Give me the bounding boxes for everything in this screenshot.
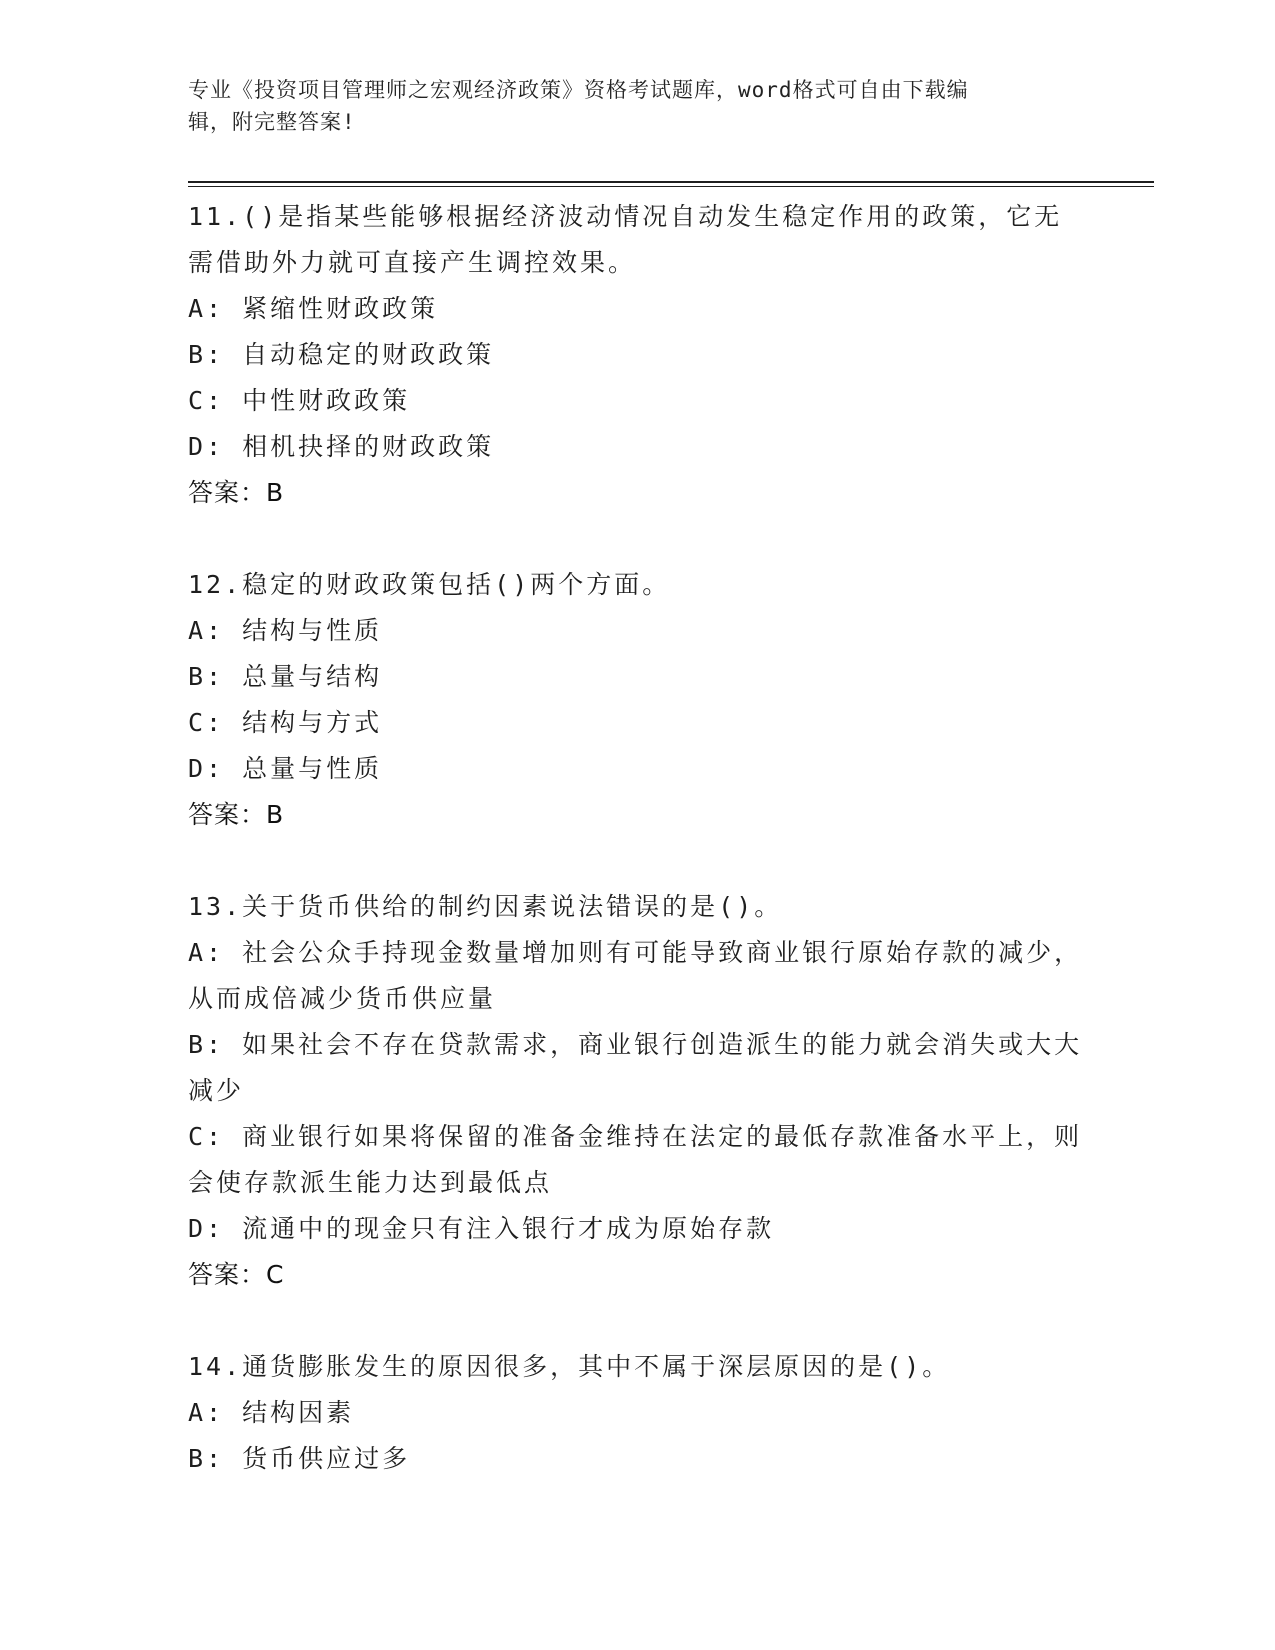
option-text: 总量与性质: [242, 754, 383, 783]
option-b: [188, 1022, 1088, 1114]
option-label: A:: [188, 1398, 225, 1427]
header-line-2: 辑，附完整答案!: [188, 110, 356, 134]
option-text: 紧缩性财政政策: [242, 294, 439, 323]
option-a: [188, 930, 1088, 1022]
answer: 答案：B: [188, 800, 285, 829]
option-label: D:: [188, 1214, 225, 1243]
option-a: [188, 1390, 1088, 1436]
question-stem: 13.关于货币供给的制约因素说法错误的是()。: [188, 892, 783, 921]
question-list: [188, 194, 1088, 1528]
question-11: [188, 194, 1088, 516]
option-text: 商业银行如果将保留的准备金维持在法定的最低存款准备水平上，则会使存款派生能力达到最低点: [188, 1122, 1083, 1197]
option-b: [188, 332, 1088, 378]
option-d: [188, 1206, 1088, 1252]
option-a: [188, 608, 1088, 654]
header-line-1: 专业《投资项目管理师之宏观经济政策》资格考试题库，word格式可自由下载编: [188, 78, 969, 102]
option-text: 中性财政政策: [242, 386, 411, 415]
option-text: 总量与结构: [242, 662, 383, 691]
option-label: C:: [188, 386, 225, 415]
option-label: A:: [188, 294, 225, 323]
header-rule-thin: [188, 186, 1154, 187]
question-12: [188, 562, 1088, 838]
header-rule-thick: [188, 181, 1154, 183]
document-header: [188, 74, 1068, 138]
option-a: [188, 286, 1088, 332]
option-label: B:: [188, 1030, 225, 1059]
option-label: C:: [188, 708, 225, 737]
question-14: [188, 1344, 1088, 1482]
option-label: D:: [188, 432, 225, 461]
option-text: 自动稳定的财政政策: [242, 340, 495, 369]
option-label: C:: [188, 1122, 225, 1151]
answer: 答案：C: [188, 1260, 285, 1289]
question-stem: 11.()是指某些能够根据经济波动情况自动发生稳定作用的政策，它无需借助外力就可直接产生调控效果。: [188, 202, 1063, 277]
option-label: A:: [188, 616, 225, 645]
option-label: A:: [188, 938, 225, 967]
question-stem: 12.稳定的财政政策包括()两个方面。: [188, 570, 671, 599]
option-text: 结构与方式: [242, 708, 383, 737]
option-text: 结构因素: [242, 1398, 355, 1427]
option-d: [188, 746, 1088, 792]
question-13: [188, 884, 1088, 1298]
option-text: 如果社会不存在贷款需求，商业银行创造派生的能力就会消失或大大减少: [188, 1030, 1083, 1105]
option-c: [188, 700, 1088, 746]
answer: 答案：B: [188, 478, 285, 507]
option-b: [188, 654, 1088, 700]
option-b: [188, 1436, 1088, 1482]
option-c: [188, 378, 1088, 424]
option-c: [188, 1114, 1088, 1206]
option-label: B:: [188, 662, 225, 691]
option-text: 结构与性质: [242, 616, 383, 645]
option-text: 社会公众手持现金数量增加则有可能导致商业银行原始存款的减少，从而成倍减少货币供应量: [188, 938, 1083, 1013]
option-text: 流通中的现金只有注入银行才成为原始存款: [242, 1214, 775, 1243]
option-text: 货币供应过多: [242, 1444, 411, 1473]
option-text: 相机抉择的财政政策: [242, 432, 495, 461]
option-label: D:: [188, 754, 225, 783]
option-label: B:: [188, 1444, 225, 1473]
option-label: B:: [188, 340, 225, 369]
option-d: [188, 424, 1088, 470]
question-stem: 14.通货膨胀发生的原因很多，其中不属于深层原因的是()。: [188, 1352, 951, 1381]
